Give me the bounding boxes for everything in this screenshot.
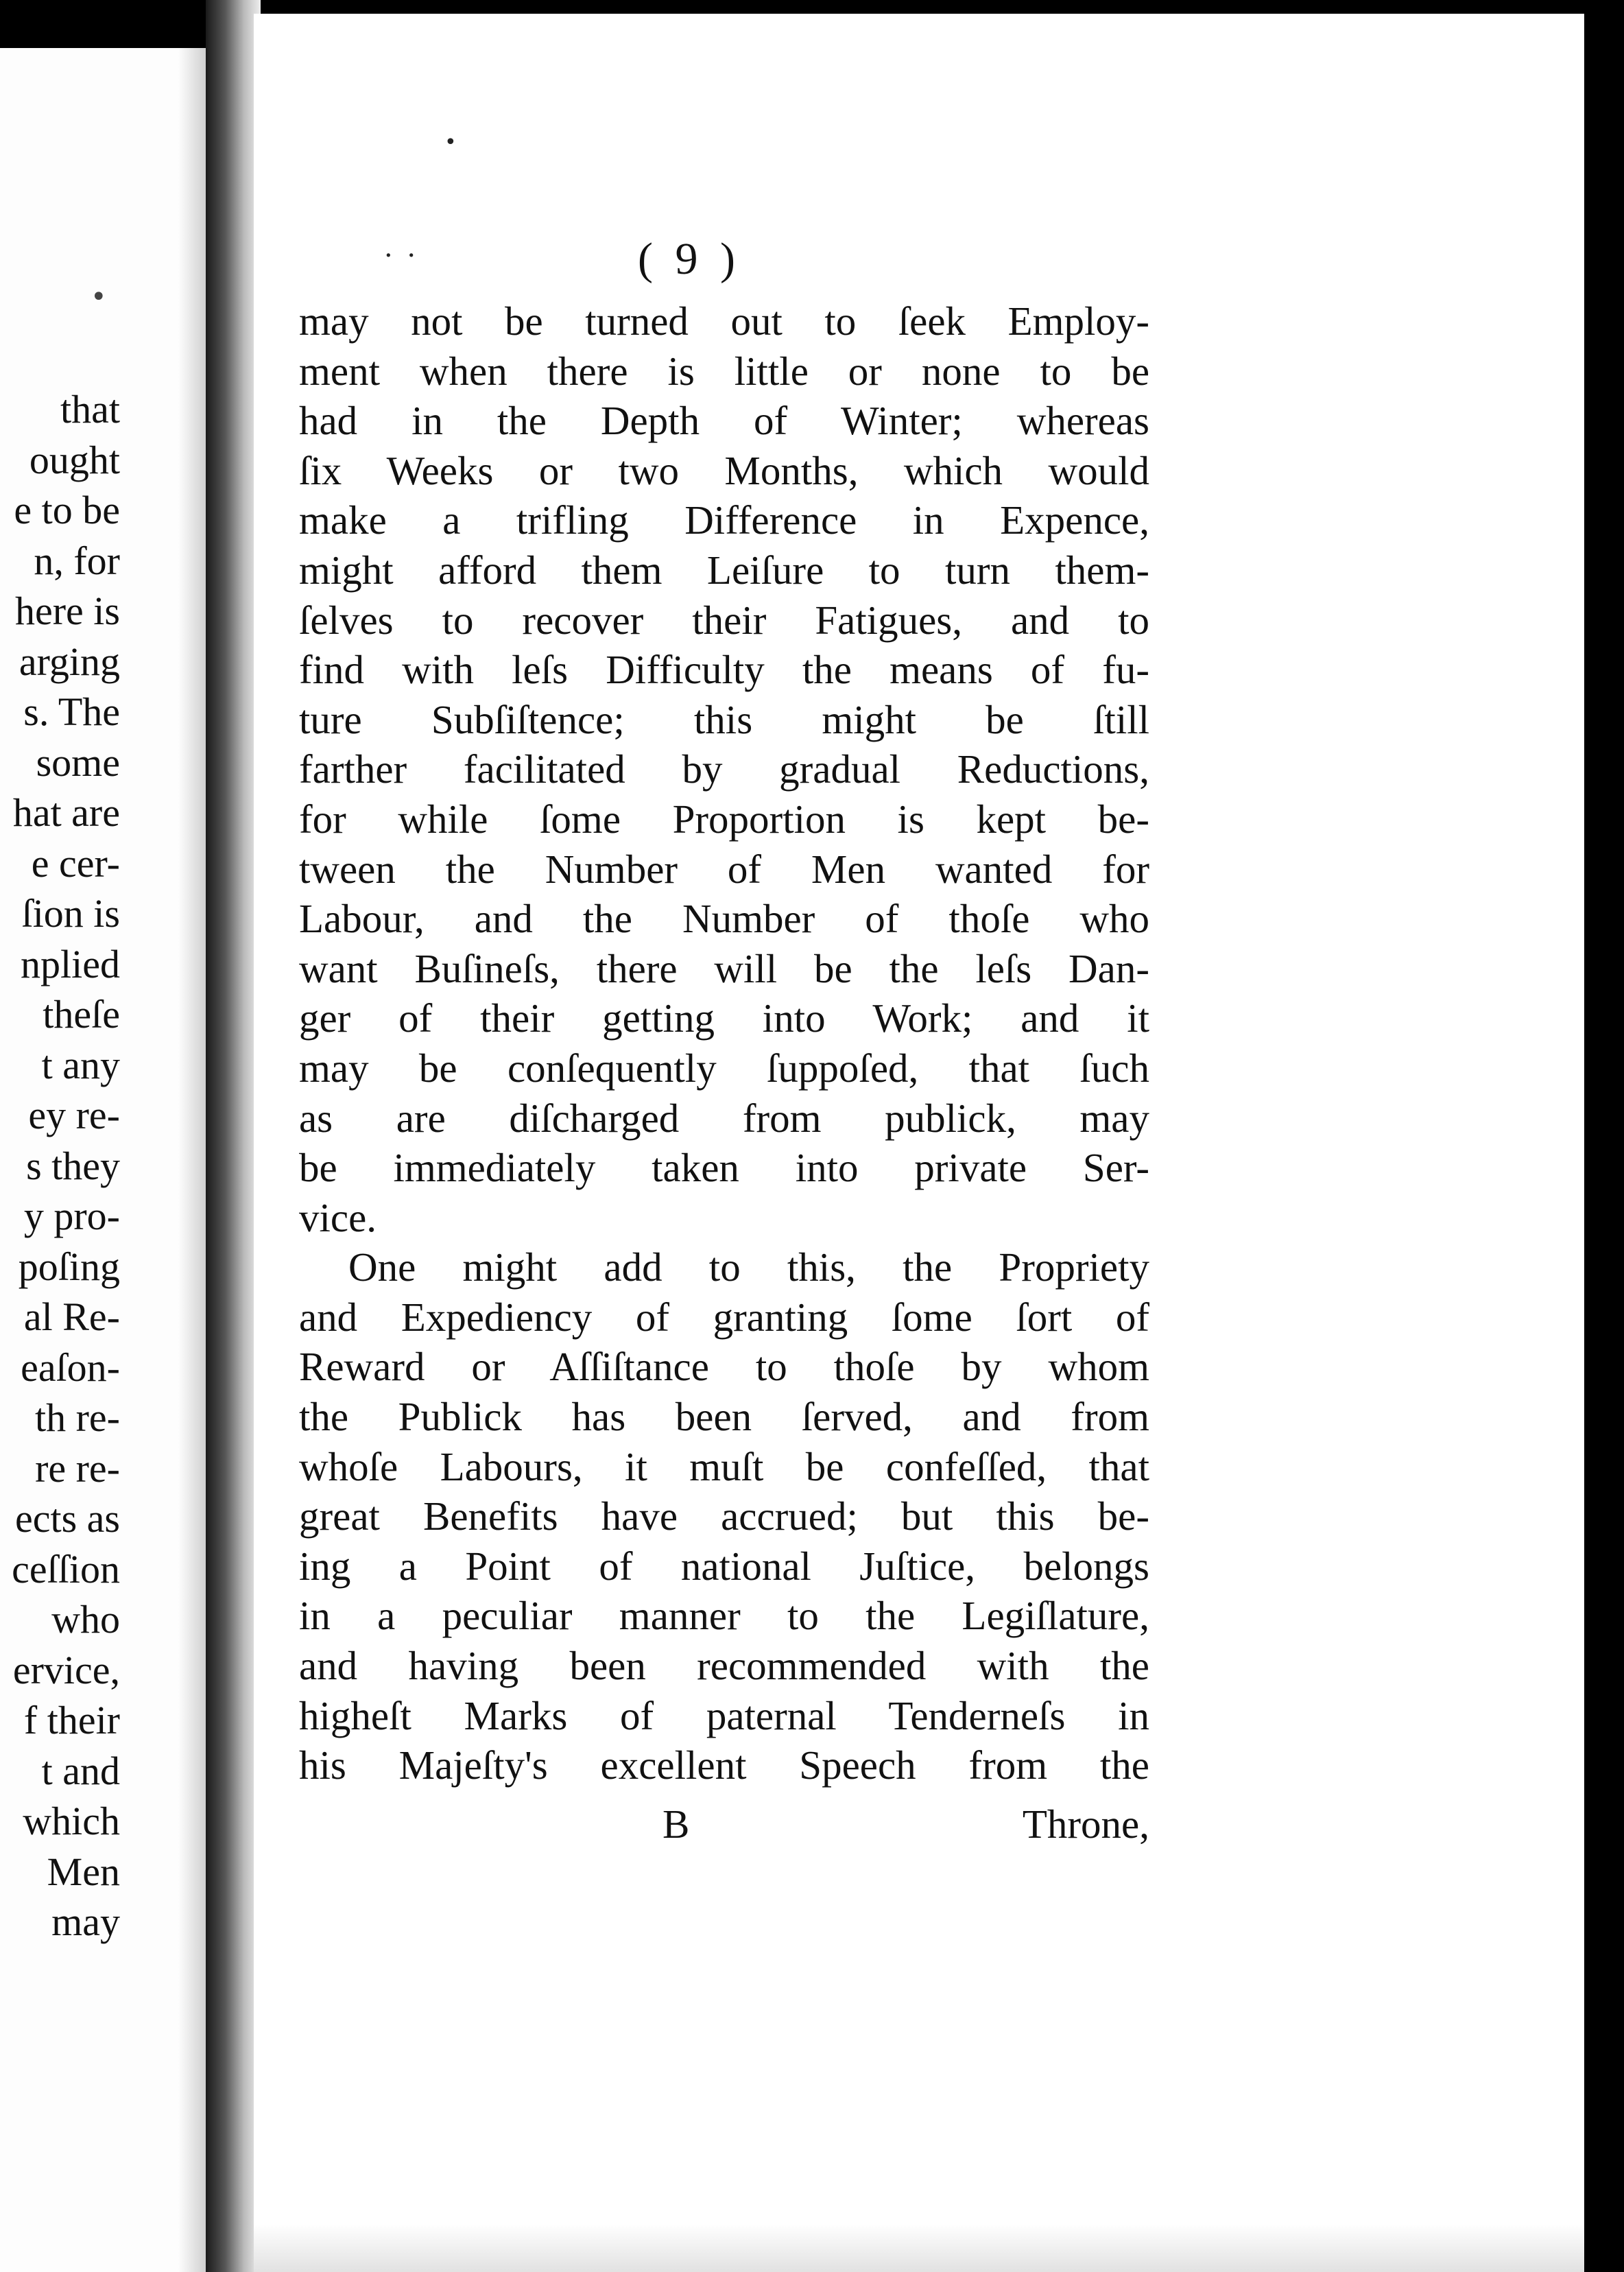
page-edge-shade (254, 2224, 1584, 2272)
left-line: re re- (35, 1445, 120, 1491)
page-number: ( 9 ) (638, 234, 741, 284)
page-footer (299, 1801, 1149, 1850)
right-page (254, 14, 1584, 2272)
left-line: t any (41, 1042, 120, 1087)
left-line: s. The (23, 689, 120, 734)
text-line: One might add to this, the Propriety (348, 1244, 1149, 1290)
left-line: here is (15, 589, 120, 633)
text-line: ger of their getting into Work; and it (299, 995, 1149, 1041)
page-shadow (178, 48, 206, 2272)
left-line: al Re- (23, 1294, 120, 1339)
left-line: hat are (12, 790, 120, 835)
left-line: some (36, 739, 120, 785)
text-line: ſelves to recover their Fatigues, and to (299, 597, 1149, 643)
left-line: theſe (43, 992, 120, 1037)
left-line: y pro- (23, 1194, 120, 1238)
text-line: Labour, and the Number of thoſe who (299, 896, 1149, 942)
left-line: that (60, 387, 120, 431)
text-line: farther facilitated by gradual Reductions, (299, 746, 1149, 792)
text-line: find with leſs Difficulty the means of fu- (299, 647, 1149, 693)
left-line: arging (19, 639, 120, 684)
left-facing-page (0, 48, 206, 2272)
text-line: and having been recommended with the (299, 1643, 1149, 1689)
stray-mark: • (444, 130, 457, 154)
left-line: ects as (15, 1496, 120, 1541)
left-line: ervice, (12, 1647, 120, 1692)
left-line: ought (29, 437, 120, 482)
text-line: ing a Point of national Juſtice, belongs (299, 1543, 1149, 1589)
left-line: nplied (21, 941, 120, 986)
text-line: tween the Number of Men wanted for (299, 846, 1149, 892)
left-line: n, for (34, 538, 120, 583)
left-line: e to be (14, 488, 120, 532)
book-gutter (206, 0, 261, 2272)
catchword: Throne, (1022, 1801, 1149, 1847)
left-line: f their (23, 1698, 120, 1742)
text-line: his Majeſty's excellent Speech from the (299, 1742, 1149, 1788)
left-line: eaſon- (21, 1345, 120, 1390)
text-line: great Benefits have accrued; but this be- (299, 1493, 1149, 1539)
text-line: make a trifling Difference in Expence, (299, 497, 1149, 543)
text-line: be immediately taken into private Ser- (299, 1145, 1149, 1191)
left-line: which (23, 1799, 120, 1843)
left-line: t and (41, 1748, 120, 1793)
text-line: for while ſome Proportion is kept be- (299, 796, 1149, 842)
signature-mark: B (662, 1801, 690, 1847)
text-line: may be conſequently ſuppoſed, that ſuch (299, 1045, 1149, 1091)
text-line: as are diſcharged from publick, may (299, 1095, 1149, 1141)
text-line: might afford them Leiſure to turn them- (299, 547, 1149, 593)
left-line: e cer- (31, 840, 120, 886)
page-edge-notch (254, 617, 270, 665)
text-line: Reward or Aſſiſtance to thoſe by whom (299, 1344, 1149, 1390)
left-line: s they (26, 1143, 120, 1188)
text-line: whoſe Labours, it muſt be confeſſed, that (299, 1443, 1149, 1489)
left-line: who (51, 1597, 120, 1642)
left-line: may (51, 1900, 120, 1944)
text-line: may not be turned out to ſeek Employ- (299, 298, 1149, 344)
text-line: vice. (299, 1194, 377, 1240)
stray-mark: • (91, 281, 107, 313)
left-line: ey re- (28, 1093, 120, 1137)
stray-dots: · · (384, 240, 419, 272)
text-line: the Publick has been ſerved, and from (299, 1394, 1149, 1440)
body-text (299, 296, 1149, 1790)
text-line: higheſt Marks of paternal Tenderneſs in (299, 1692, 1149, 1738)
text-line: had in the Depth of Winter; whereas (299, 398, 1149, 444)
left-line: ceſſion (12, 1546, 120, 1591)
text-line: want Buſineſs, there will be the leſs Dan- (299, 945, 1149, 991)
text-line: in a peculiar manner to the Legiſlature, (299, 1593, 1149, 1639)
left-line: th re- (35, 1395, 120, 1440)
left-page-text (0, 384, 120, 1948)
text-line: ſix Weeks or two Months, which would (299, 447, 1149, 493)
text-line: ment when there is little or none to be (299, 348, 1149, 394)
left-line: Men (47, 1849, 120, 1894)
left-line: ſion is (21, 891, 120, 936)
text-line: and Expediency of granting ſome ſort of (299, 1294, 1149, 1340)
text-line: ture Subſiſtence; this might be ſtill (299, 696, 1149, 742)
left-line: poſing (18, 1244, 120, 1289)
